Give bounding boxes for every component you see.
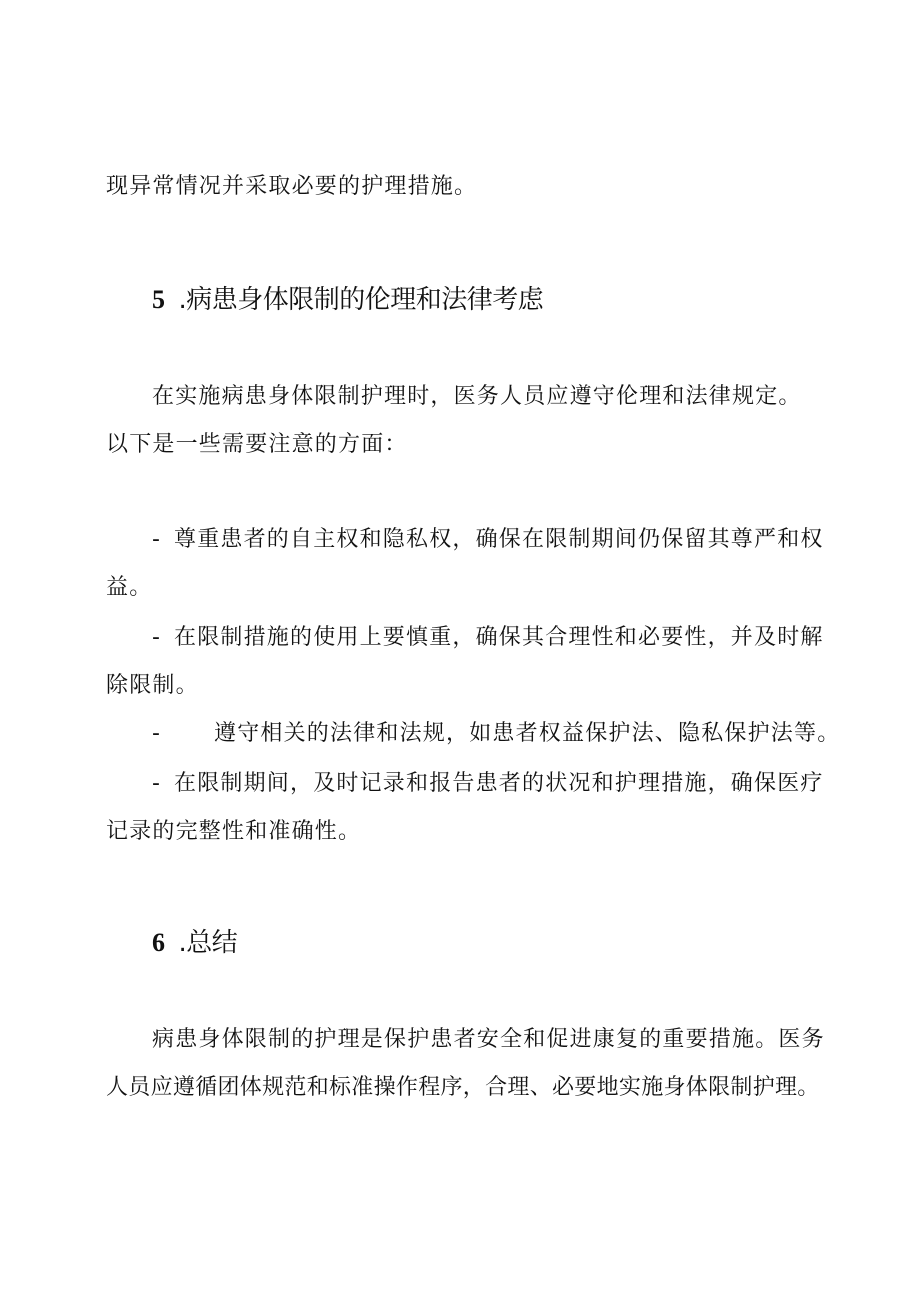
bullet-4-line-2: 记录的完整性和准确性。: [106, 819, 362, 844]
section-6-heading: [152, 926, 237, 960]
section-6-title: .总结: [178, 928, 238, 958]
bullet-2: [152, 623, 824, 653]
bullet-1-marker: -: [152, 527, 160, 552]
bullet-2-line-1: 在限制措施的使用上要慎重，确保其合理性和必要性，并及时解: [174, 625, 824, 650]
bullet-2-marker: -: [152, 625, 160, 650]
bullet-1: [152, 525, 824, 555]
bullet-4-line-1: 在限制期间，及时记录和报告患者的状况和护理措施，确保医疗: [174, 771, 824, 796]
bullet-4-marker: -: [152, 771, 160, 796]
section-5-number: 5: [152, 285, 165, 314]
section-6-para-line-2: 人员应遵循团体规范和标准操作程序，合理、必要地实施身体限制护理。: [106, 1075, 820, 1100]
section-5-intro-line-2: 以下是一些需要注意的方面：: [106, 432, 408, 457]
bullet-4: [152, 769, 824, 799]
section-6-para-line-1: 病患身体限制的护理是保护患者安全和促进康复的重要措施。医务: [152, 1027, 825, 1052]
bullet-1-line-1: 尊重患者的自主权和隐私权，确保在限制期间仍保留其尊严和权: [174, 527, 824, 552]
section-5-intro-line-1: 在实施病患身体限制护理时，医务人员应遵守伦理和法律规定。: [152, 384, 802, 409]
section-6-number: 6: [152, 928, 165, 957]
section-5-heading: [152, 283, 543, 317]
bullet-2-line-2: 除限制。: [106, 673, 199, 698]
bullet-3: [152, 719, 840, 749]
bullet-1-line-2: 益。: [106, 575, 153, 600]
bullet-3-line-1: 遵守相关的法律和法规，如患者权益保护法、隐私保护法等。: [214, 721, 841, 746]
bullet-3-marker: -: [152, 721, 160, 746]
continuation-text: 现异常情况并采取必要的护理措施。: [106, 174, 478, 199]
section-5-title: .病患身体限制的伦理和法律考虑: [178, 285, 544, 315]
